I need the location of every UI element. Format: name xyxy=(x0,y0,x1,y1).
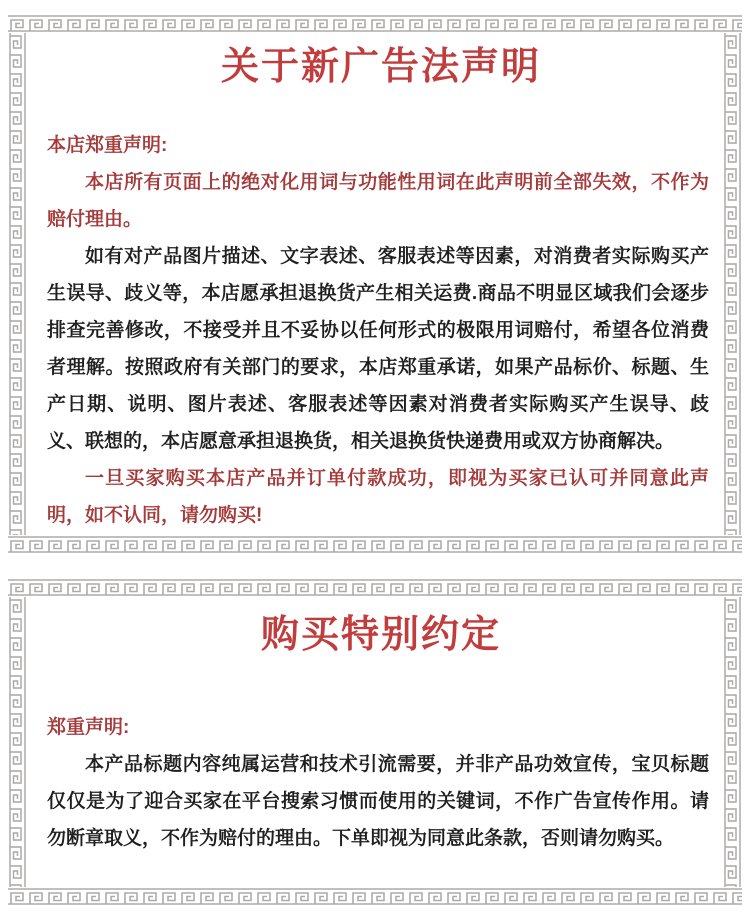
purchase-agreement-title: 购买特别约定 xyxy=(260,614,501,656)
ad-law-agreement-paragraph: 一旦买家购买本店产品并订单付款成功，即视为买家已认可并同意此声明，如不认同，请勿购买! xyxy=(47,468,709,526)
ad-law-content xyxy=(27,33,723,535)
purchase-terms-paragraph: 本产品标题内容纯属运营和技术引流需要，并非产品功效宣传，宝贝标题仅仅是为了迎合买家在平台搜索习惯而使用的关键词，不作广告宣传作用。请勿断章取义，不作为赔付的理由。下单即视为同意此条款，否则请勿购买。 xyxy=(47,754,709,849)
panel-purchase-agreement xyxy=(8,578,742,906)
purchase-agreement-content xyxy=(27,597,723,887)
ad-law-declaration-label: 本店郑重声明: xyxy=(47,135,168,156)
ad-law-title: 关于新广告法声明 xyxy=(220,46,541,88)
meander-border-top-icon xyxy=(8,578,742,597)
meander-border-top-icon xyxy=(8,14,742,33)
panel-new-ad-law xyxy=(8,14,742,554)
purchase-declaration-label: 郑重声明: xyxy=(47,717,130,738)
meander-border-left-icon xyxy=(8,33,27,535)
meander-border-bottom-icon xyxy=(8,887,742,906)
meander-border-right-icon xyxy=(723,597,742,887)
ad-law-policy-paragraph: 如有对产品图片描述、文字表述、客服表述等因素，对消费者实际购买产生误导、歧义等，本店愿承担退换货产生相关运费.商品不明显区域我们会逐步排查完善修改，不接受并且不妥协以任何形式的极限用词赔付，希望各位消费者理解。按照政府有关部门的要求，本店郑重承诺，如果产品标价、标题、生产日期、说明、图片表述、客服表述等因素对消费者实际购买产生误导、歧义、联想的，本店愿意承担退换货，相关退换货快递费用或双方协商解决。 xyxy=(47,246,709,452)
meander-border-right-icon xyxy=(723,33,742,535)
ad-law-invalid-words-paragraph: 本店所有页面上的绝对化用词与功能性用词在此声明前全部失效，不作为赔付理由。 xyxy=(47,172,709,230)
meander-border-left-icon xyxy=(8,597,27,887)
meander-border-bottom-icon xyxy=(8,535,742,554)
